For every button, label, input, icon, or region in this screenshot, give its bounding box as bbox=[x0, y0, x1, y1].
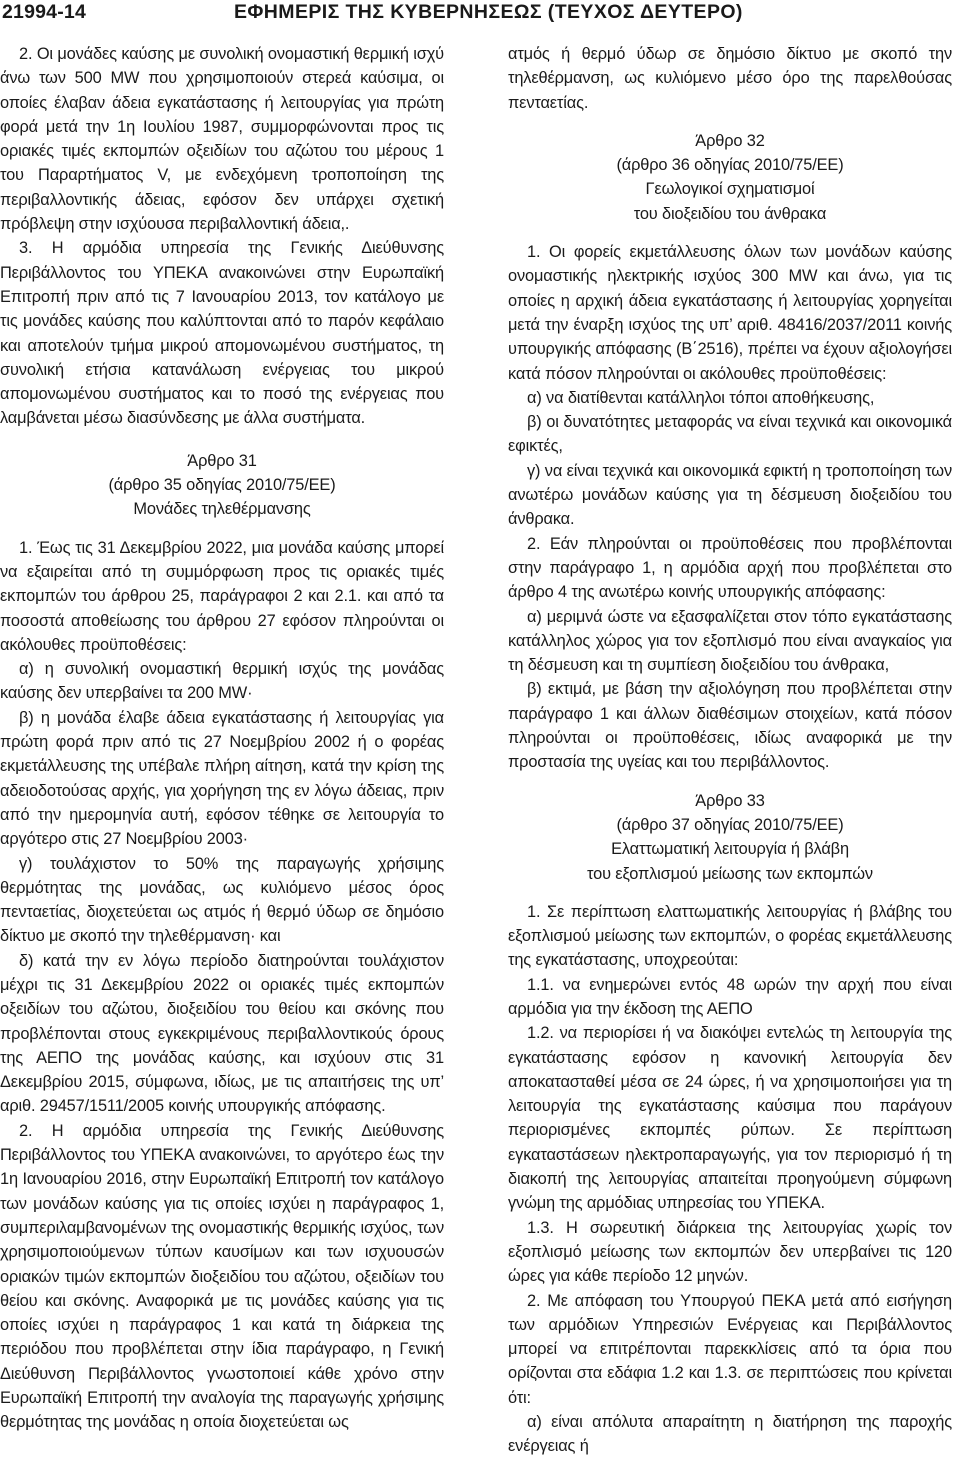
article-number: Άρθρο 33 bbox=[695, 791, 765, 810]
paragraph: α) μεριμνά ώστε να εξασφαλίζεται στον τόπο εγκατάστασης κατάλληλος χώρος για τον εξοπλισμό που είναι αναγκαίος για τη δέσμευση και τη συμπίεση διοξειδίου του άνθρακα, bbox=[508, 607, 952, 675]
gazette-title: ΕΦΗΜΕΡΙΣ ΤΗΣ ΚΥΒΕΡΝΗΣΕΩΣ (ΤΕΥΧΟΣ ΔΕΥΤΕΡΟ) bbox=[234, 1, 743, 23]
article-33-heading bbox=[508, 789, 952, 886]
paragraph: α) είναι απόλυτα απαραίτητη η διατήρηση της παροχής ενέργειας ή bbox=[508, 1413, 952, 1456]
page-header bbox=[0, 0, 960, 36]
paragraph: 1.3. Η σωρευτική διάρκεια της λειτουργίας χωρίς τον εξοπλισμό μείωσης των εκπομπών δεν υπερβαίνει τις 120 ώρες για κάθε περίοδο 12 μηνών. bbox=[508, 1218, 952, 1286]
article-number: Άρθρο 32 bbox=[695, 131, 765, 150]
paragraph: 3. Η αρμόδια υπηρεσία της Γενικής Διεύθυνσης Περιβάλλοντος του ΥΠΕΚΑ ανακοινώνει στην Ευρωπαϊκή Επιτροπή πριν από τις 7 Ιανουαρίου 2013, τον κατάλογο με τις μονάδες καύσης που καλύπτονται από το παρόν κεφάλαιο και αποτελούν τμήμα μικρού απομονωμένου συστήματος, τη συνολική ετήσια κατανάλωση ενέργειας του μικρού απομονωμένου συστήματος και το ποσό της ενέργειας που λαμβάνεται μέσω διασύνδεσης με άλλα συστήματα. bbox=[0, 239, 444, 428]
article-32-heading bbox=[508, 129, 952, 226]
article-reference: (άρθρο 37 οδηγίας 2010/75/ΕΕ) bbox=[616, 815, 844, 834]
paragraph: γ) να είναι τεχνικά και οικονομικά εφικτή η τροποποίηση των ανωτέρω μονάδων καύσης για τη δέσμευση διοξειδίου του άνθρακα. bbox=[508, 461, 952, 529]
article-reference: (άρθρο 36 οδηγίας 2010/75/ΕΕ) bbox=[616, 156, 844, 175]
article-number: Άρθρο 31 bbox=[187, 451, 257, 470]
article-31-heading bbox=[0, 449, 444, 522]
paragraph: 2. Οι μονάδες καύσης με συνολική ονομαστική θερμική ισχύ άνω των 500 MW που χρησιμοποιούν στερεά καύσιμα, οι οποίες έλαβαν άδεια εγκατάστασης ή λειτουργίας για πρώτη φορά μετά την 1η Ιουλίου 1987, συμμορφώνονται προς τις οριακές τιμές εκπομπών οξειδίων του αζώτου του μέρους 1 του Παραρτήματος V, με ενδεχόμενη τροποποίηση της περιβαλλοντικής άδειας, εφόσον δεν υπάρχει σχετική πρόβλεψη στην ισχύουσα περιβαλλοντική άδεια,. bbox=[0, 45, 444, 234]
paragraph: δ) κατά την εν λόγω περίοδο διατηρούνται τουλάχιστον μέχρι τις 31 Δεκεμβρίου 2022 οι οριακές τιμές εκπομπών οξειδίων του αζώτου, διοξειδίου του θείου και σκόνης που προβλέπονται στους εγκεκριμένους περιβαλλοντικούς όρους της ΑΕΠΟ της μονάδας καύσης, και ισχύουν στις 31 Δεκεμβρίου 2015, σύμφωνα, ιδίως, με τις απαιτήσεις της υπ’ αριθ. 29457/1511/2005 κοινής υπουργικής απόφασης. bbox=[0, 951, 444, 1116]
article-title-cont: του διοξειδίου του άνθρακα bbox=[633, 204, 827, 223]
article-reference: (άρθρο 35 οδηγίας 2010/75/ΕΕ) bbox=[108, 476, 336, 495]
left-column bbox=[0, 42, 444, 1435]
paragraph: 1. Έως τις 31 Δεκεμβρίου 2022, μια μονάδα καύσης μπορεί να εξαιρείται από τη συμμόρφωση προς τις οριακές τιμές εκπομπών του άρθρου 25, παράγραφοι 2 και 2.1. και από τα ποσοστά αποθείωσης του άρθρου 27 εφόσον πληρούνται οι ακόλουθες προϋποθέσεις: bbox=[0, 538, 444, 654]
article-title-cont: του εξοπλισμού μείωσης των εκπομπών bbox=[587, 864, 873, 883]
paragraph: 2. Με απόφαση του Υπουργού ΠΕΚΑ μετά από εισήγηση των αρμόδιων Υπηρεσιών Ενέργειας και Περιβάλλοντος μπορεί να επιτρέπονται παρεκκλίσεις από τα όρια που ορίζονται στα εδάφια 1.2 και 1.3. σε περιπτώσεις που κρίνεται ότι: bbox=[508, 1291, 952, 1407]
paragraph: β) εκτιμά, με βάση την αξιολόγηση που προβλέπεται στην παράγραφο 1 και άλλων διαθέσιμων στοιχείων, κατά πόσον πληρούνται οι προϋποθέσεις, ιδίως αναφορικά με την προστασία της υγείας και του περιβάλλοντος. bbox=[508, 680, 952, 772]
paragraph: 1. Σε περίπτωση ελαττωματικής λειτουργίας ή βλάβης του εξοπλισμού μείωσης των εκπομπών, ο φορέας εκμετάλλευσης της εγκατάστασης, υποχρεούται: bbox=[508, 902, 952, 970]
article-title: Γεωλογικοί σχηματισμοί bbox=[645, 180, 815, 199]
paragraph: 1.2. να περιορίσει ή να διακόψει εντελώς τη λειτουργία της εγκατάστασης εφόσον η κανονική λειτουργία δεν αποκατασταθεί μέσα σε 24 ώρες, ή να χρησιμοποιήσει για τη λειτουργία της εγκατάστασης καύσιμα που παράγουν περιορισμένες εκπομπές ρύπων. Σε περίπτωση εγκαταστάσεων ηλεκτροπαραγωγής, για τον περιορισμό ή τη διακοπή της λειτουργίας απαιτείται προηγούμενη σύμφωνη γνώμη της αρμόδιας υπηρεσίας του ΥΠΕΚΑ. bbox=[508, 1024, 952, 1213]
paragraph: 1.1. να ενημερώνει εντός 48 ωρών την αρχή που είναι αρμόδια για την έκδοση της ΑΕΠΟ bbox=[508, 975, 952, 1018]
paragraph-continued: ατμός ή θερμό ύδωρ σε δημόσιο δίκτυο με σκοπό την τηλεθέρμανση, ως κυλιόμενο μέσο όρο της παρελθούσας πενταετίας. bbox=[508, 45, 952, 112]
paragraph: 2. Η αρμόδια υπηρεσία της Γενικής Διεύθυνσης Περιβάλλοντος του ΥΠΕΚΑ ανακοινώνει, το αργότερο έως την 1η Ιανουαρίου 2016, στην Ευρωπαϊκή Επιτροπή τον κατάλογο των μονάδων καύσης για τις οποίες ισχύει η παράγραφος 1, συμπεριλαμβανομένων της ονομαστικής θερμικής ισχύος, των χρησιμοποιούμενων τύπων καυσίμων και των ισχυουσών οριακών τιμών εκπομπών διοξειδίου του αζώτου, οξειδίων του θείου και σκόνης. Αναφορικά με τις μονάδες καύσης για τις οποίες ισχύει η παράγραφος 1 και κατά τη διάρκεια της περιόδου που προβλέπεται στην ίδια παράγραφο, η Γενική Διεύθυνση Περιβάλλοντος γνωστοποιεί κάθε χρόνο στην Ευρωπαϊκή Επιτροπή την αναλογία της παραγωγής χρήσιμης θερμότητας της μονάδας η οποία διοχετεύεται ως bbox=[0, 1121, 444, 1432]
paragraph: α) η συνολική ονομαστική θερμική ισχύς της μονάδας καύσης δεν υπερβαίνει τα 200 MW· bbox=[0, 660, 444, 703]
paragraph: γ) τουλάχιστον το 50% της παραγωγής χρήσιμης θερμότητας της μονάδας, ως κυλιόμενο μέσος όρος πενταετίας, διοχετεύεται ως ατμός ή θερμό ύδωρ σε δημόσιο δίκτυο με σκοπό την τηλεθέρμανση· και bbox=[0, 854, 444, 946]
article-title: Μονάδες τηλεθέρμανσης bbox=[133, 500, 311, 519]
paragraph: 2. Εάν πληρούνται οι προϋποθέσεις που προβλέπονται στην παράγραφο 1, η αρμόδια αρχή που προβλέπεται στο άρθρο 4 της ανωτέρω κοινής υπουργικής απόφασης: bbox=[508, 534, 952, 602]
article-title: Ελαττωματική λειτουργία ή βλάβη bbox=[611, 840, 849, 859]
paragraph: 1. Οι φορείς εκμετάλλευσης όλων των μονάδων καύσης ονομαστικής ηλεκτρικής ισχύος 300 MW και άνω, για τις οποίες η αρχική άδεια εγκατάστασης ή λειτουργίας χορηγείται μετά την έναρξη ισχύος της υπ’ αριθ. 48416/2037/2011 κοινής υπουργικής απόφασης (Β΄2516), πρέπει να έχουν αξιολογήσει κατά πόσον πληρούνται οι ακόλουθες προϋποθέσεις: bbox=[508, 243, 952, 383]
right-column bbox=[508, 42, 952, 1459]
paragraph: β) η μονάδα έλαβε άδεια εγκατάστασης ή λειτουργίας για πρώτη φορά πριν από τις 27 Νοεμβρίου 2002 ή ο φορέας εκμετάλλευσης της υπέβαλε πλήρη αίτηση, κατά την κρίση της αδειοδοτούσας αρχής, για χορήγηση της εν λόγω άδειας, πριν από την ημερομηνία αυτή, εφόσον τέθηκε σε λειτουργία το αργότερο στις 27 Νοεμβρίου 2003· bbox=[0, 708, 444, 849]
paragraph: β) οι δυνατότητες μεταφοράς να είναι τεχνικά και οικονομικά εφικτές, bbox=[508, 413, 952, 456]
paragraph: α) να διατίθενται κατάλληλοι τόποι αποθήκευσης, bbox=[527, 388, 875, 407]
page-number: 21994-14 bbox=[2, 1, 87, 23]
